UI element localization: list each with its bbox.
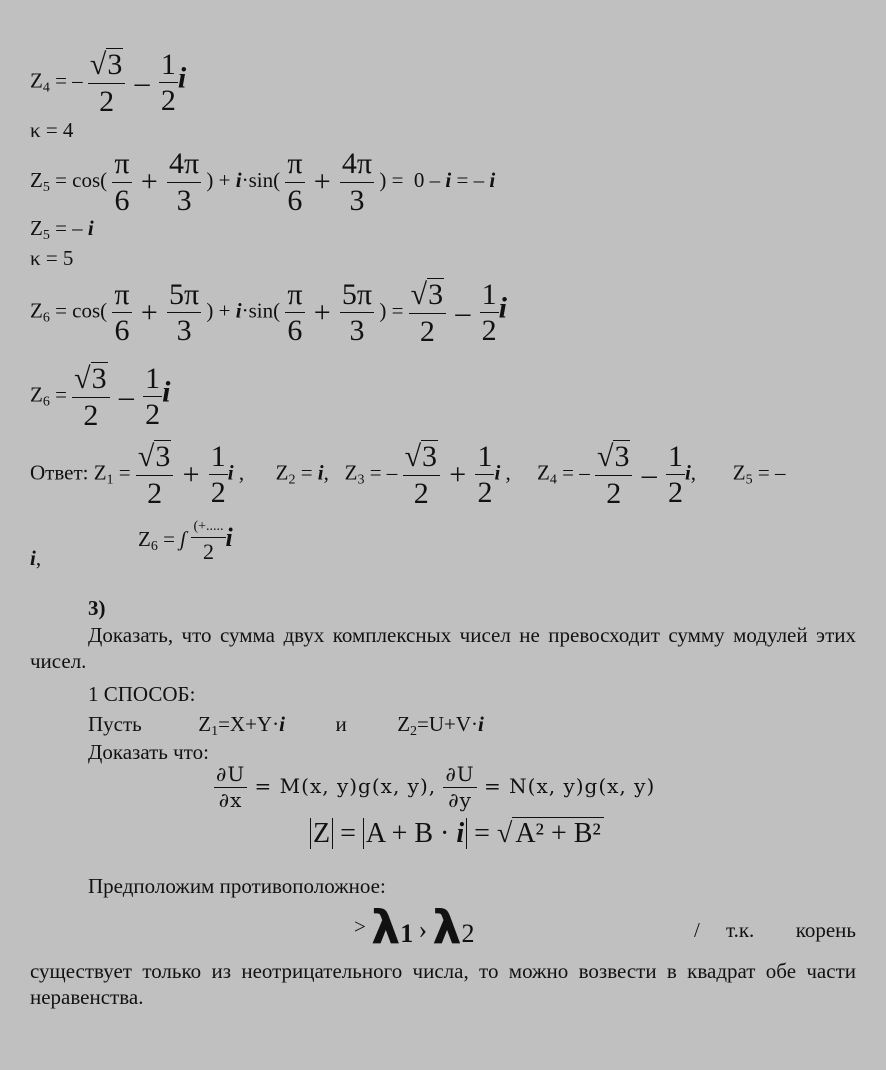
fraction: $\frac{1}{2}$ [160, 47, 176, 117]
answer-line: Ответ: $Z_1$ = $\frac{√3}{2}$ + $\frac{1}{2}$ i , $Z_2 = i$, $Z_3$ = – $\frac{√3}{2}$ + $\frac{1}{2}$ i , $Z_4$ = – $\frac{√3}{2}$ – $\frac{1}{2}$ i, $Z_5$ = – [30, 439, 786, 510]
modulus-equation: Z = A + B · i = √ A² + B² [310, 820, 604, 848]
fraction: $\frac{1}{2}$ [477, 439, 493, 509]
fraction: $\frac{1}{2}$ [667, 439, 683, 509]
fraction: $\frac{1}{2}$ [481, 277, 497, 347]
fraction: $\frac{√3}{2}$ [88, 48, 125, 117]
problem-statement: Доказать, что сумма двух комплексных чисел не превосходит сумму модулей этих чисел. [30, 623, 856, 673]
method-heading: 1 СПОСОБ: [88, 682, 196, 706]
z4-line: $Z_4$ = – $\frac{√3}{2}$ – $\frac{1}{2}$ i [30, 47, 187, 118]
z5-result: $Z_5$ = – i [30, 216, 94, 243]
z6-answer: $Z_6$ = ʃ $\frac{(+.....}{2}$ i [138, 519, 233, 564]
z6-line: $Z_6 = \cos$( $\frac{\pi}{6}$ + $\frac{5\pi}{3}$ ) + i·sin( $\frac{\pi}{6}$ + $\frac{5\pi}{3}$ ) = $\frac{√3}{2}$ – $\frac{1}{2}$ i [30, 277, 507, 348]
fraction: $\frac{5\pi}{3}$ [341, 277, 373, 347]
pde-equation: $\frac{\partial U}{\partial x}$ = M(x, y)g(x, y), $\frac{\partial U}{\partial y}$ = N(x, y)g(x, y) [216, 762, 656, 812]
answer-continuation: i, [30, 546, 42, 570]
fraction: $\frac{1}{2}$ [145, 361, 161, 431]
fraction: $\frac{4\pi}{3}$ [169, 147, 200, 217]
k4-label: κ = 4 [30, 118, 74, 142]
suppose-line: Предположим противоположное: [88, 874, 386, 898]
fraction: $\frac{\pi}{6}$ [114, 147, 130, 217]
fraction: $\frac{1}{2}$ [210, 439, 226, 509]
z6-result: $Z_6$ = $\frac{√3}{2}$ – $\frac{1}{2}$ i [30, 361, 171, 432]
fraction: $\frac{5\pi}{3}$ [169, 277, 200, 347]
fraction: $\frac{√3}{2}$ [403, 440, 440, 509]
let-line: Пусть $Z_1=X+Y\cdot i$ и $Z_2=U+V\cdot i$ [88, 712, 484, 739]
garbled-symbol: ʃ [180, 527, 187, 552]
fraction: $\frac{\pi}{6}$ [287, 277, 303, 347]
fraction: $\frac{√3}{2}$ [136, 440, 173, 509]
fraction: $\frac{√3}{2}$ [72, 362, 109, 431]
fraction: $\frac{\pi}{6}$ [114, 277, 130, 347]
section-number: 3) [88, 596, 106, 620]
fraction: $\frac{\pi}{6}$ [287, 147, 303, 217]
lambda-symbol: λ [432, 900, 462, 954]
inequality-line: > λ1 › λ2 / т.к. корень [354, 900, 856, 954]
k5-label: κ = 5 [30, 246, 74, 270]
conclusion-paragraph: существует только из неотрицательного числа, то можно возвести в квадрат обе части неравенства. [30, 959, 856, 1009]
prove-that: Доказать что: [88, 740, 209, 764]
fraction: $\frac{√3}{2}$ [595, 440, 632, 509]
fraction: $\frac{(+.....}{2}$ [193, 519, 224, 564]
z5-line: $Z_5 = \cos$( $\frac{\pi}{6}$ + $\frac{4\pi}{3}$ ) + i·sin( $\frac{\pi}{6}$ + $\frac{4\pi}{3}$ ) = 0 – i = – i [30, 147, 496, 217]
fraction: $\frac{√3}{2}$ [409, 278, 446, 347]
fraction: $\frac{4\pi}{3}$ [341, 147, 373, 217]
lambda-symbol: λ [371, 900, 401, 954]
